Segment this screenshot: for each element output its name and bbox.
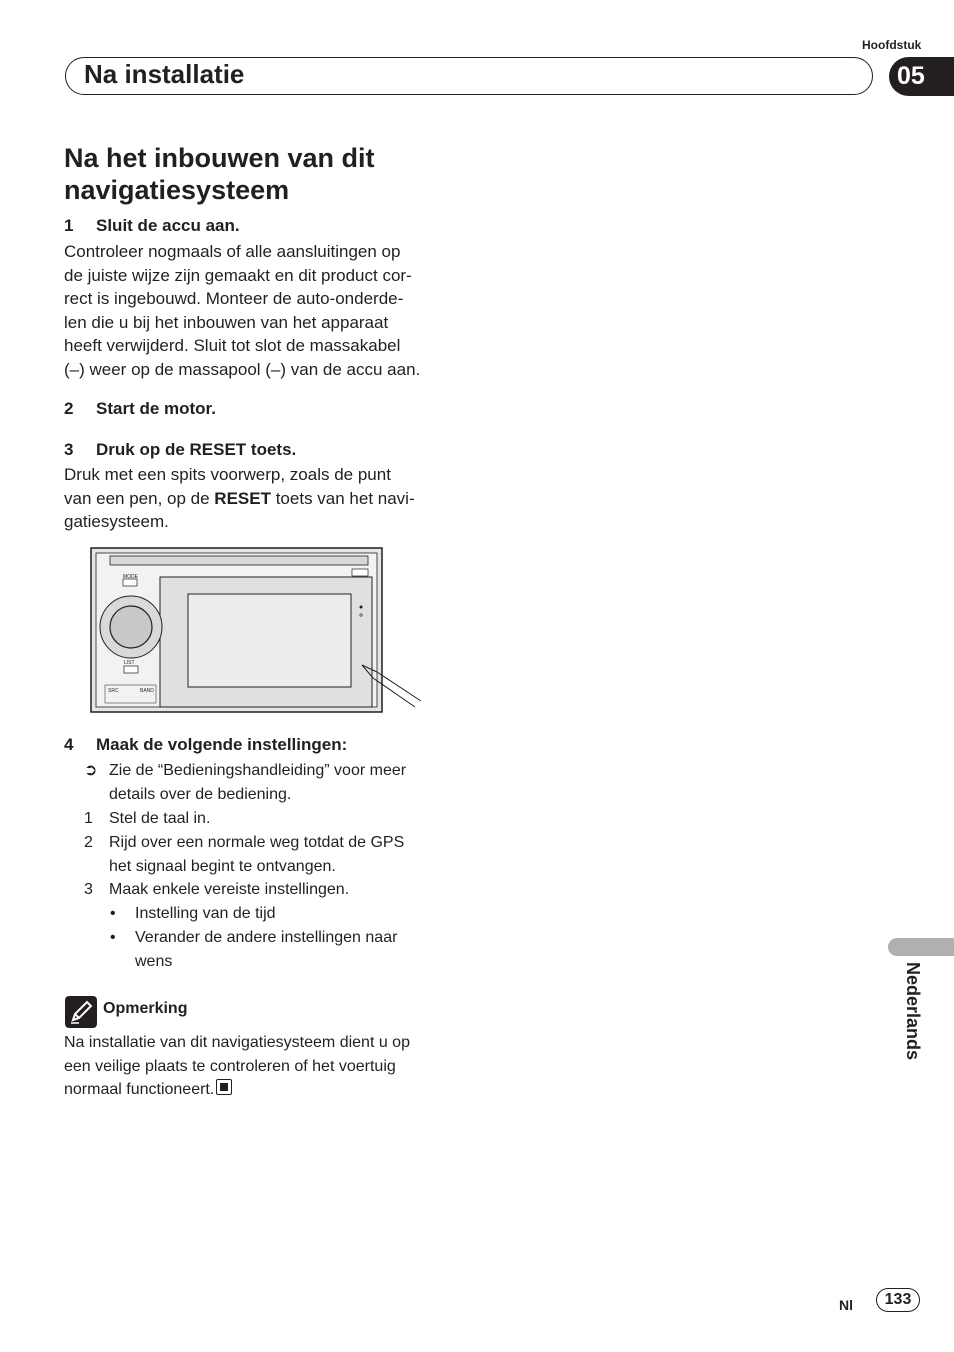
list-button bbox=[124, 666, 138, 673]
step-1-heading bbox=[64, 216, 240, 236]
note-body bbox=[64, 1031, 464, 1102]
step-title: Maak de volgende instellingen: bbox=[96, 735, 348, 754]
text-line: heeft verwijderd. Sluit tot slot de massakabel bbox=[64, 336, 401, 356]
note-pencil-icon bbox=[65, 996, 97, 1028]
text-line: Verander de andere instellingen naar bbox=[135, 929, 398, 946]
text-line: Stel de taal in. bbox=[109, 810, 211, 827]
band-label: BAND bbox=[140, 688, 154, 694]
disc-slot bbox=[110, 556, 368, 565]
step-2-heading bbox=[64, 399, 216, 419]
text-line: Zie de “Bedieningshandleiding” voor meer bbox=[109, 762, 407, 779]
bullet-icon: • bbox=[110, 905, 116, 922]
step-1-body bbox=[64, 240, 464, 382]
reset-keyword: RESET bbox=[214, 488, 271, 508]
text-segment: toets van het navi- bbox=[270, 488, 415, 508]
text-line: Druk met een spits voorwerp, zoals de punt bbox=[64, 465, 391, 484]
text-line: wens bbox=[135, 952, 173, 970]
step-number: 3 bbox=[64, 440, 74, 459]
step-3-heading bbox=[64, 440, 296, 460]
text-segment: normaal functioneert. bbox=[64, 1081, 215, 1099]
rotary-knob bbox=[110, 606, 152, 648]
text-line: rect is ingebouwd. Monteer de auto-onderde- bbox=[64, 289, 404, 309]
text-line bbox=[64, 1078, 464, 1102]
step-4-heading bbox=[64, 735, 347, 755]
text-line: len die u bij het inbouwen van het apparaat bbox=[64, 312, 389, 332]
language-tab bbox=[888, 938, 954, 956]
language-label: Nederlands bbox=[903, 962, 923, 1061]
item-number: 3 bbox=[84, 881, 93, 898]
text-line: (–) weer op de massapool (–) van de accu aan. bbox=[64, 359, 421, 379]
note-title: Opmerking bbox=[103, 1000, 188, 1017]
step-title: Sluit de accu aan. bbox=[96, 216, 240, 235]
text-segment: van een pen, op de bbox=[64, 488, 215, 508]
pen-line-a bbox=[377, 672, 421, 701]
numbered-item bbox=[84, 878, 464, 902]
bullet-item bbox=[110, 926, 460, 973]
chapter-label: Hoofdstuk bbox=[862, 38, 922, 52]
text-line: het signaal begint te ontvangen. bbox=[109, 857, 336, 875]
step-number: 2 bbox=[64, 399, 74, 418]
item-number: 2 bbox=[84, 834, 93, 851]
language-code: Nl bbox=[839, 1297, 853, 1313]
numbered-item bbox=[84, 831, 464, 878]
mode-button bbox=[123, 579, 137, 586]
text-line: Na installatie van dit navigatiesysteem dient u op bbox=[64, 1034, 410, 1051]
bullet-item bbox=[110, 902, 460, 926]
text-line: Rijd over een normale weg totdat de GPS bbox=[109, 834, 405, 851]
text-line: de juiste wijze zijn gemaakt en dit product cor- bbox=[64, 265, 412, 285]
screen bbox=[188, 594, 351, 687]
section-title: Na installatie bbox=[84, 59, 245, 89]
indicator-dot bbox=[360, 606, 363, 609]
text-line: details over de bediening. bbox=[109, 785, 292, 803]
item-number: 1 bbox=[84, 810, 93, 827]
device-illustration bbox=[90, 547, 430, 715]
step-title: Druk op de RESET toets. bbox=[96, 440, 297, 459]
step-number: 1 bbox=[64, 216, 74, 235]
end-of-section-icon bbox=[216, 1079, 232, 1095]
arrow-circle-icon: ➲ bbox=[84, 762, 98, 779]
text-line bbox=[64, 487, 464, 511]
text-line: Instelling van de tijd bbox=[135, 905, 276, 922]
text-line: Controleer nogmaals of alle aansluitingen op bbox=[64, 242, 401, 261]
bullet-icon: • bbox=[110, 929, 116, 946]
text-line: gatiesysteem. bbox=[64, 512, 169, 532]
text-line: Maak enkele vereiste instellingen. bbox=[109, 881, 350, 898]
text-line: een veilige plaats te controleren of het voertuig bbox=[64, 1057, 396, 1075]
numbered-item bbox=[84, 807, 464, 831]
list-label: LIST bbox=[124, 660, 135, 666]
src-label: SRC bbox=[108, 688, 119, 694]
step-title: Start de motor. bbox=[96, 399, 216, 418]
page-number: 133 bbox=[876, 1288, 920, 1312]
reference-item bbox=[84, 759, 464, 806]
page-title: Na het inbouwen van dit navigatiesysteem bbox=[64, 143, 375, 205]
chapter-number-tab: 05 bbox=[889, 57, 954, 96]
mode-label: MODE bbox=[123, 574, 138, 580]
step-number: 4 bbox=[64, 735, 74, 754]
step-3-body bbox=[64, 463, 464, 534]
eject-button bbox=[352, 569, 368, 576]
